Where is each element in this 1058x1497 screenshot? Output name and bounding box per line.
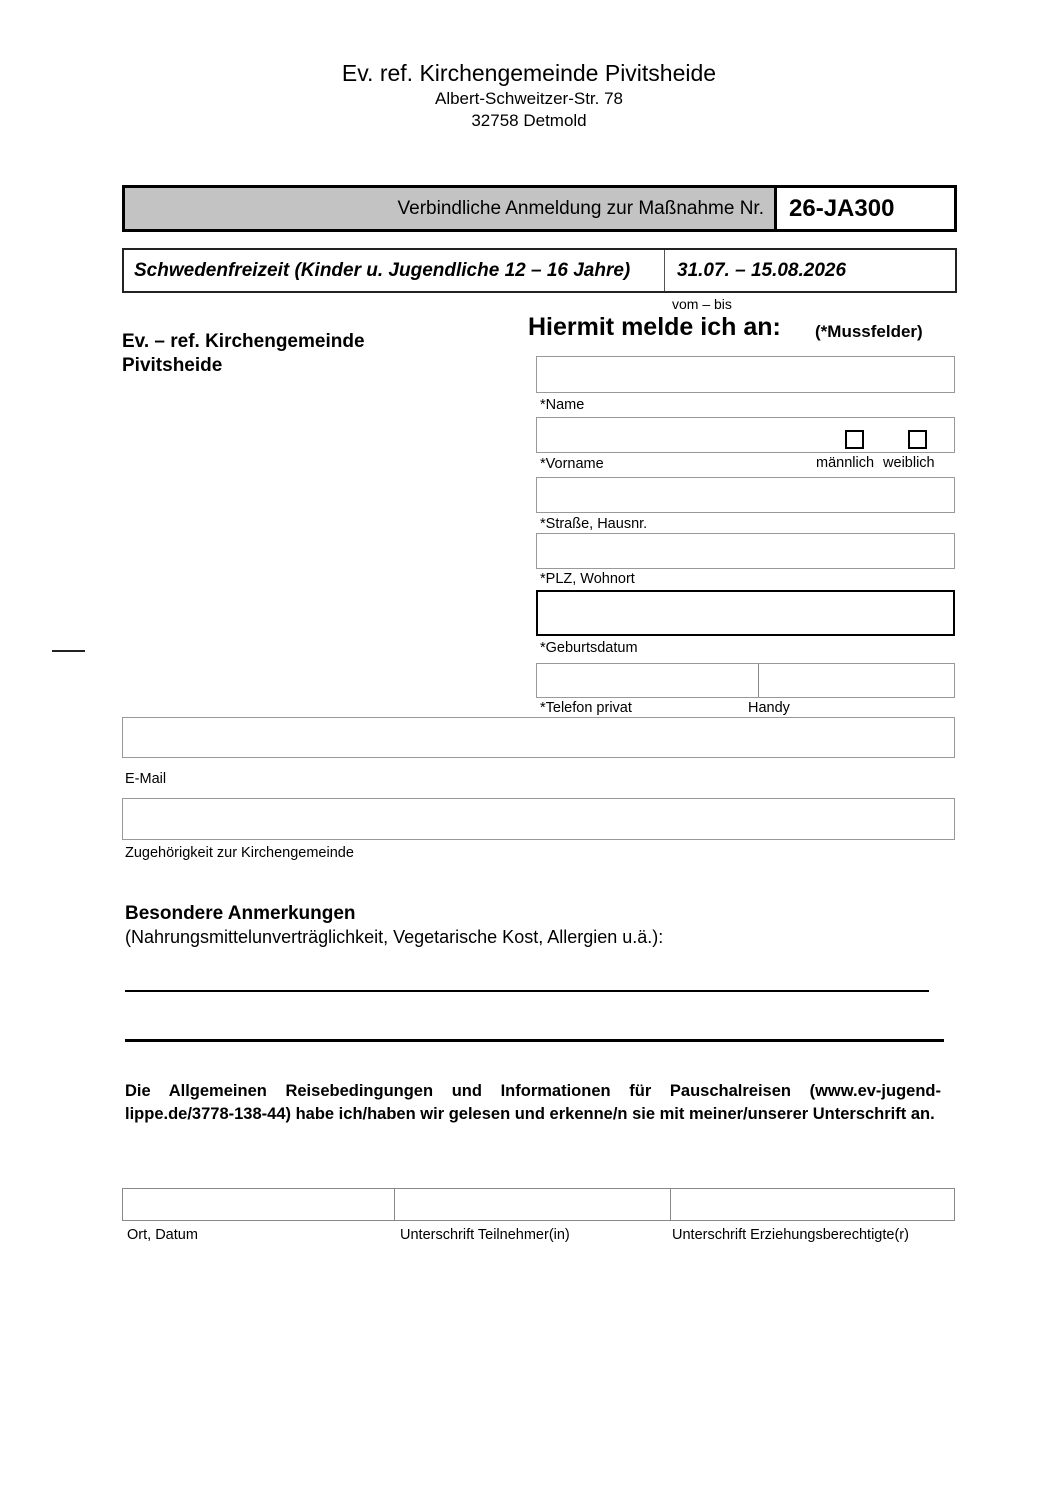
registration-header-label: Verbindliche Anmeldung zur Maßnahme Nr. <box>397 197 764 219</box>
male-checkbox[interactable] <box>845 430 864 449</box>
name-field[interactable] <box>536 356 955 393</box>
phone-private-field[interactable] <box>537 664 758 697</box>
name-label: *Name <box>540 397 585 413</box>
remarks-subheading: (Nahrungsmittelunverträglichkeit, Vegetarische Kost, Allergien u.ä.): <box>125 927 664 947</box>
street-field[interactable] <box>536 477 955 513</box>
vorname-label: *Vorname <box>540 456 604 472</box>
guardian-signature-label: Unterschrift Erziehungsberechtigte(r) <box>672 1227 909 1243</box>
registration-header-bar <box>122 185 957 232</box>
signature-box-participant[interactable] <box>395 1189 671 1220</box>
org-title: Ev. ref. Kirchengemeinde Pivitsheide <box>341 60 717 86</box>
left-org-line1: Ev. – ref. Kirchengemeinde <box>122 331 365 352</box>
gender-labels <box>816 455 935 471</box>
letterhead <box>0 58 1058 132</box>
parish-membership-field[interactable] <box>122 798 955 840</box>
signature-box-guardian[interactable] <box>671 1189 954 1220</box>
parish-membership-label: Zugehörigkeit zur Kirchengemeinde <box>125 845 354 861</box>
email-field[interactable] <box>122 717 955 758</box>
vorname-field[interactable] <box>536 417 955 453</box>
remarks-line-2[interactable] <box>125 1039 944 1042</box>
remarks-heading: Besondere Anmerkungen <box>125 903 356 924</box>
phone-private-label: *Telefon privat <box>540 700 632 716</box>
event-title: Schwedenfreizeit (Kinder u. Jugendliche 12 – 16 Jahre) <box>134 259 631 281</box>
terms-paragraph: Die Allgemeinen Reisebedingungen und Informationen für Pauschalreisen (www.ev-jugend-lippe.de/3778-138-44) habe ich/haben wir gelesen und erkenne/n sie mit meiner/unserer Unterschrift an. <box>125 1082 941 1123</box>
signature-row <box>122 1188 955 1221</box>
remarks-line-1[interactable] <box>125 990 929 992</box>
birthdate-label: *Geburtsdatum <box>540 640 638 656</box>
place-date-label: Ort, Datum <box>127 1227 198 1243</box>
org-address-city: 32758 Detmold <box>471 111 587 130</box>
dates-caption: vom – bis <box>672 296 732 312</box>
phone-row <box>536 663 955 698</box>
phone-mobile-label: Handy <box>748 700 790 716</box>
left-org-block <box>122 330 365 378</box>
phone-private-cell <box>537 664 759 697</box>
plz-field[interactable] <box>536 533 955 569</box>
email-label: E-Mail <box>125 771 167 787</box>
measure-number: 26-JA300 <box>774 188 954 229</box>
participant-signature-label: Unterschrift Teilnehmer(in) <box>400 1227 570 1243</box>
signature-box-place-date[interactable] <box>123 1189 395 1220</box>
plz-label: *PLZ, Wohnort <box>540 571 635 587</box>
form-headline: Hiermit melde ich an: <box>528 313 781 341</box>
phone-mobile-cell <box>759 664 954 697</box>
fold-mark <box>52 650 85 652</box>
phone-mobile-field[interactable] <box>759 664 954 697</box>
female-checkbox[interactable] <box>908 430 927 449</box>
org-address-street: Albert-Schweitzer-Str. 78 <box>434 89 623 108</box>
left-org-line2: Pivitsheide <box>122 355 223 376</box>
street-label: *Straße, Hausnr. <box>540 516 648 532</box>
birthdate-field[interactable] <box>536 590 955 636</box>
required-fields-note: (*Mussfelder) <box>815 322 923 341</box>
female-label: weiblich <box>883 455 935 471</box>
event-dates: 31.07. – 15.08.2026 <box>664 250 955 291</box>
event-row <box>122 248 957 293</box>
male-label: männlich <box>816 455 875 471</box>
